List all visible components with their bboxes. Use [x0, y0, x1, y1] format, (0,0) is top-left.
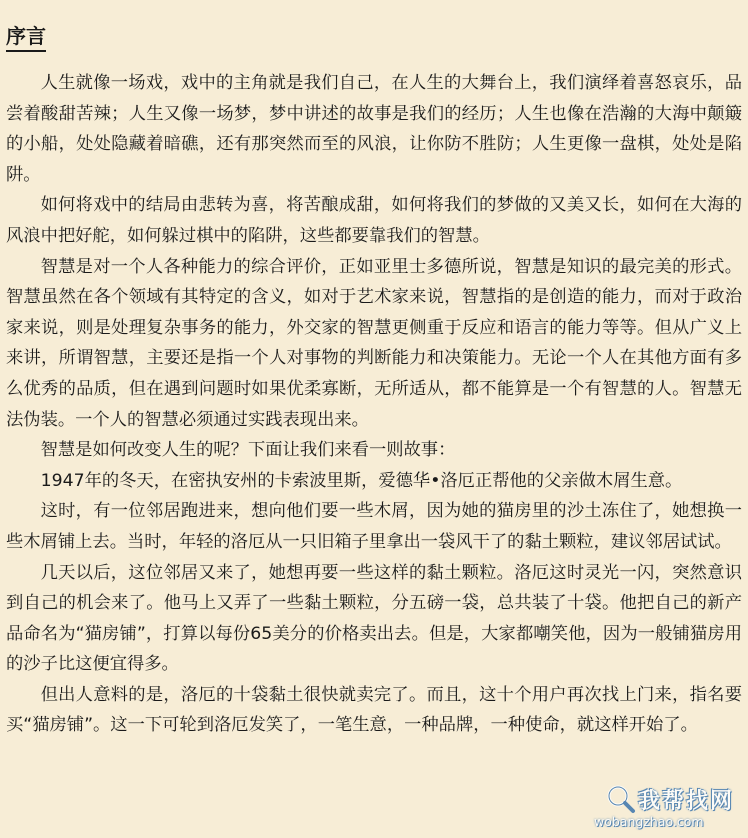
paragraph-3: 智慧是对一个人各种能力的综合评价，正如亚里士多德所说，智慧是知识的最完美的形式。智慧虽然在各个领域有其特定的含义，如对于艺术家来说，智慧指的是创造的能力，而对于政治家来说，则是处理复杂事务的能力，外交家的智慧更侧重于反应和语言的能力等等。但从广义上来讲，所谓智慧，主要还是指一个人对事物的判断能力和决策能力。无论一个人在其他方面有多么优秀的品质，但在遇到问题时如果优柔寡断，无所适从，都不能算是一个有智慧的人。智慧无法伪装。一个人的智慧必须通过实践表现出来。 [6, 256, 742, 430]
watermark-brand: 我帮找网 [638, 789, 735, 814]
paragraph-8: 但出人意料的是，洛厄的十袋黏土很快就卖完了。而且，这十个用户再次找上门来，指名要买“猫房铺”。这一下可轮到洛厄发笑了，一笔生意，一种品牌，一种使命，就这样开始了。 [6, 684, 742, 736]
magnifier-logo-icon [606, 784, 636, 814]
paragraph-4: 智慧是如何改变人生的呢？下面让我们来看一则故事： [40, 440, 456, 461]
site-watermark [592, 782, 742, 834]
paragraph-5: 1947年的冬天，在密执安州的卡索波里斯，爱德华•洛厄正帮他的父亲做木屑生意。 [40, 470, 683, 491]
paragraph-7: 几天以后，这位邻居又来了，她想再要一些这样的黏土颗粒。洛厄这时灵光一闪，突然意识到自己的机会来了。他马上又弄了一些黏土颗粒，分五磅一袋，总共装了十袋。他把自己的新产品命名为“猫房铺”，打算以每份65美分的价格卖出去。但是，大家都嘲笑他，因为一般铺猫房用的沙子比这便宜得多。 [6, 562, 742, 675]
paragraph-2: 如何将戏中的结局由悲转为喜，将苦酿成甜，如何将我们的梦做的又美又长，如何在大海的风浪中把好舵，如何躲过棋中的陷阱，这些都要靠我们的智慧。 [6, 195, 742, 246]
paragraph-1: 人生就像一场戏，戏中的主角就是我们自己，在人生的大舞台上，我们演绎着喜怒哀乐，品尝着酸甜苦辣；人生又像一场梦，梦中讲述的故事是我们的经历；人生也像在浩瀚的大海中颠簸的小船，处处隐藏着暗礁，还有那突然而至的风浪，让你防不胜防；人生更像一盘棋，处处是陷阱。 [6, 73, 742, 185]
page-title: 序言 [6, 22, 46, 52]
document-body [6, 68, 742, 741]
watermark-url: wobangzhao.com [594, 814, 704, 829]
paragraph-6: 这时，有一位邻居跑进来，想向他们要一些木屑，因为她的猫房里的沙土冻住了，她想换一些木屑铺上去。当时，年轻的洛厄从一只旧箱子里拿出一袋风干了的黏土颗粒，建议邻居试试。 [6, 501, 742, 552]
